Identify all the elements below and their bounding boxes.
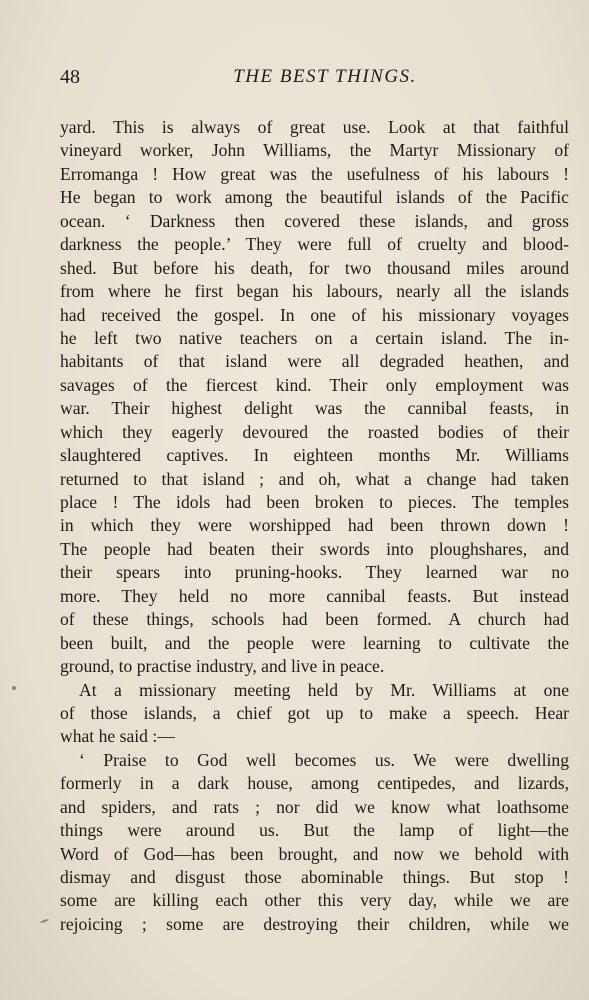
- text-line: ocean. ‘ Darkness then covered these islands, and gross: [60, 210, 569, 231]
- text-line: place ! The idols had been broken to pieces. The temples: [60, 492, 569, 512]
- text-line: which they eagerly devoured the roasted bodies of their: [60, 421, 569, 442]
- text-line: had received the gospel. In one of his missionary voyages: [60, 304, 569, 325]
- text-line: what he said :—: [60, 726, 175, 747]
- body-text: [60, 116, 569, 936]
- text-line: yard. This is always of great use. Look at that faithful: [60, 117, 569, 137]
- paragraph: [60, 679, 569, 749]
- text-line: Word of God—has been brought, and now we behold with: [60, 843, 569, 864]
- text-line: Erromanga ! How great was the usefulness of his labours !: [60, 163, 569, 184]
- page-number: 48: [60, 66, 80, 88]
- text-line: dismay and disgust those abominable things. But stop !: [60, 867, 569, 887]
- text-line: more. They held no more cannibal feasts. But instead: [60, 585, 569, 606]
- paper-speck: [12, 686, 16, 690]
- text-line: been built, and the people were learning to cultivate the: [60, 632, 569, 653]
- running-title: THE BEST THINGS.: [233, 66, 417, 87]
- text-line: things were around us. But the lamp of light—the: [60, 820, 569, 841]
- text-line: At a missionary meeting held by Mr. Williams at one: [79, 679, 569, 700]
- text-line: He began to work among the beautiful islands of the Pacific: [60, 187, 569, 208]
- text-line: of those islands, a chief got up to make a speech. Hear: [60, 702, 569, 723]
- text-line: war. Their highest delight was the cannibal feasts, in: [60, 398, 569, 419]
- text-line: in which they were worshipped had been thrown down !: [60, 515, 569, 536]
- text-line: from where he first began his labours, nearly all the islands: [60, 281, 569, 302]
- text-line: rejoicing ; some are destroying their children, while we: [60, 913, 569, 934]
- text-line: vineyard worker, John Williams, the Martyr Missionary of: [60, 140, 569, 161]
- text-line: savages of the fiercest kind. Their only employment was: [60, 374, 569, 395]
- text-line: ‘ Praise to God well becomes us. We were dwelling: [79, 749, 569, 770]
- text-line: some are killing each other this very day, while we are: [60, 890, 569, 911]
- text-line: habitants of that island were all degraded heathen, and: [60, 351, 569, 372]
- paper-speck: [40, 919, 49, 924]
- page-header: [60, 66, 570, 92]
- text-line: slaughtered captives. In eighteen months Mr. Williams: [60, 445, 569, 466]
- paragraph: [60, 116, 569, 679]
- text-line: ground, to practise industry, and live in peace.: [60, 656, 385, 677]
- text-line: shed. But before his death, for two thousand miles around: [60, 257, 569, 278]
- text-line: of these things, schools had been formed. A church had: [60, 609, 569, 630]
- text-line: formerly in a dark house, among centipedes, and lizards,: [60, 773, 569, 794]
- text-line: darkness the people.’ They were full of cruelty and blood-: [60, 234, 569, 255]
- text-line: and spiders, and rats ; nor did we know what loathsome: [60, 796, 569, 817]
- text-line: returned to that island ; and oh, what a change had taken: [60, 468, 569, 489]
- text-line: he left two native teachers on a certain island. The in-: [60, 327, 569, 348]
- paragraph: [60, 749, 569, 937]
- text-line: The people had beaten their swords into ploughshares, and: [60, 538, 569, 559]
- text-line: their spears into pruning-hooks. They learned war no: [60, 562, 569, 583]
